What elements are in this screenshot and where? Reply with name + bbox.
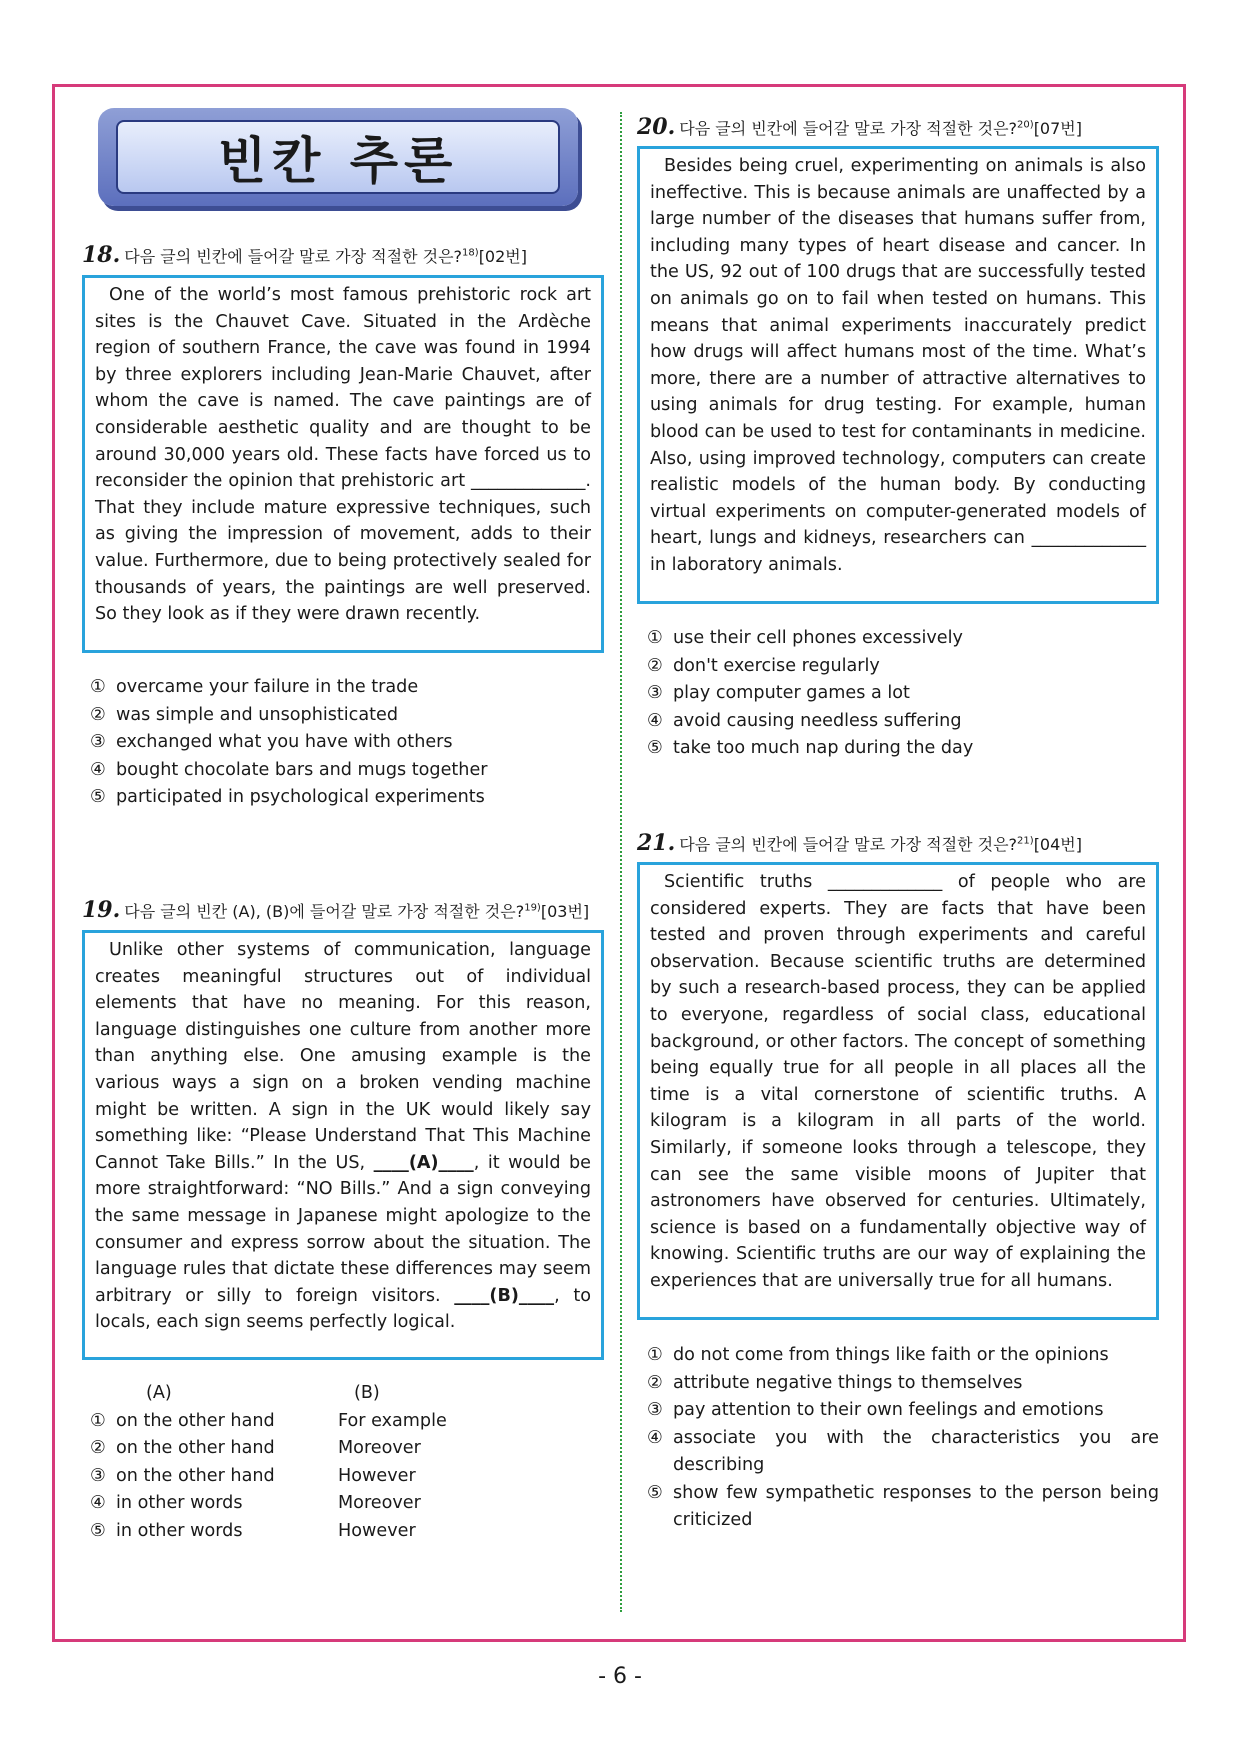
passage-text	[95, 937, 591, 1336]
column-b-header: (B)	[354, 1383, 380, 1403]
section-banner-inner	[116, 120, 560, 194]
passage-part: , to locals, each sign seems perfectly logical.	[95, 1285, 591, 1333]
option-mark: ②	[647, 1372, 663, 1393]
option-a: in other words	[116, 1493, 243, 1513]
option-text: was simple and unsophisticated	[116, 704, 399, 725]
question-18-options	[90, 674, 610, 812]
option-mark: ④	[90, 1493, 106, 1513]
question-19-passage-box	[82, 930, 604, 1360]
option-mark: ⑤	[647, 738, 663, 758]
passage-part: Unlike other systems of communication, language creates meaningful structures out of individual elements that have no meaning. For this reason, language distinguishes one culture from another more than anything else. One amusing example is the various ways a sign on a broken vending machine might be written. A sign in the UK would likely say something like: “Please Understand That This Machine Cannot Take Bills.” In the US,	[95, 940, 591, 1173]
question-prompt: 다음 글의 빈칸에 들어갈 말로 가장 적절한 것은?	[124, 247, 463, 266]
option-mark: ⑤	[90, 1520, 106, 1541]
option[interactable]	[647, 1370, 1159, 1398]
option-mark: ③	[90, 1465, 106, 1486]
footnote-ref: 20)	[1017, 119, 1034, 131]
option-a: in other words	[116, 1520, 243, 1541]
question-ref: [04번]	[1033, 835, 1082, 854]
option-text: do not come from things like faith or the opinions	[673, 1345, 1109, 1365]
option[interactable]	[90, 1408, 447, 1436]
option-mark: ①	[90, 677, 106, 697]
question-21-header	[637, 830, 1082, 856]
option[interactable]	[647, 680, 1167, 708]
question-number: 19.	[82, 897, 121, 923]
option-mark: ④	[647, 710, 663, 731]
question-ref: [03번]	[540, 902, 590, 921]
question-prompt: 다음 글의 빈칸 (A), (B)에 들어갈 말로 가장 적절한 것은?	[124, 902, 525, 921]
option-text: bought chocolate bars and mugs together	[116, 759, 488, 780]
option[interactable]	[647, 1342, 1159, 1370]
question-prompt: 다음 글의 빈칸에 들어갈 말로 가장 적절한 것은?	[679, 835, 1018, 854]
option-b: However	[338, 1520, 416, 1541]
options-table-header	[90, 1380, 447, 1408]
option-text: exchanged what you have with others	[116, 732, 453, 752]
option[interactable]	[647, 735, 1167, 763]
option[interactable]	[647, 653, 1167, 681]
option[interactable]	[647, 708, 1167, 736]
option-mark: ③	[647, 1400, 663, 1420]
question-prompt: 다음 글의 빈칸에 들어갈 말로 가장 적절한 것은?	[679, 119, 1018, 138]
question-number: 18.	[82, 242, 121, 268]
option-mark: ④	[90, 759, 106, 780]
option-text: show few sympathetic responses to the person being criticized	[673, 1482, 1159, 1530]
option-text: pay attention to their own feelings and emotions	[673, 1400, 1104, 1420]
passage-text: One of the world’s most famous prehistoric rock art sites is the Chauvet Cave. Situated in the Ardèche region of southern France, the cave was found in 1994 by three explorers including Jean-Marie Chauvet, after whom the cave is named. The cave paintings are of considerable aesthetic quality and are thought to be around 30,000 years old. These facts have forced us to reconsider the opinion that prehistoric art _____________. That they include mature expressive techniques, such as giving the impression of movement, adds to their value. Furthermore, due to being protectively sealed for thousands of years, the paintings are well preserved. So they look as if they were drawn recently.	[95, 285, 591, 625]
column-divider	[620, 112, 622, 1612]
option[interactable]	[90, 702, 610, 730]
option-text: participated in psychological experiments	[116, 787, 485, 807]
question-19-options-table	[90, 1380, 447, 1545]
option-text: don't exercise regularly	[673, 655, 880, 676]
passage-part: , it would be more straightforward: “NO Bills.” And a sign conveying the same message in Japanese might apologize to the consumer and express sorrow about the situation. The language rules that dictate these differences may seem arbitrary or silly to foreign visitors.	[95, 1152, 591, 1306]
option-text: attribute negative things to themselves	[673, 1372, 1023, 1393]
question-ref: [07번]	[1033, 119, 1082, 138]
passage-text: Besides being cruel, experimenting on animals is also ineffective. This is because animals are unaffected by a large number of the diseases that humans suffer from, including many types of heart disease and cancer. In the US, 92 out of 100 drugs that are successfully tested on animals go on to fail when tested on humans. This means that animal experiments inaccurately predict how drugs will affect humans most of the time. What’s more, there are a number of attractive alternatives to using animals for drug testing. For example, human blood can be used to test for contaminants in medicine. Also, using improved technology, computers can create realistic models of the human body. By conducting virtual experiments on computer-generated models of heart, lungs and kidneys, researchers can _____________ in laboratory animals.	[650, 156, 1146, 575]
option-mark: ⑤	[90, 787, 106, 807]
question-20-passage-box	[637, 146, 1159, 604]
option[interactable]	[90, 784, 610, 812]
question-number: 21.	[637, 830, 676, 856]
question-number: 20.	[637, 114, 676, 140]
section-title: 빈칸 추론	[217, 132, 459, 190]
footnote-ref: 18)	[462, 247, 479, 259]
option[interactable]	[647, 1425, 1159, 1480]
question-20-header	[637, 114, 1082, 140]
option[interactable]	[90, 1463, 447, 1491]
question-18-header	[82, 242, 527, 268]
section-banner	[98, 108, 578, 206]
option[interactable]	[90, 1518, 447, 1546]
option[interactable]	[647, 1397, 1159, 1425]
option-mark: ①	[647, 1345, 663, 1365]
option-mark: ②	[647, 655, 663, 676]
blank-b: ____(B)____	[454, 1285, 555, 1306]
question-ref: [02번]	[478, 247, 527, 266]
option-text: avoid causing needless suffering	[673, 710, 962, 731]
footnote-ref: 19)	[524, 902, 541, 914]
option-b: For example	[338, 1410, 447, 1431]
option-text: play computer games a lot	[673, 683, 910, 703]
option-text: take too much nap during the day	[673, 738, 974, 758]
column-a-header: (A)	[146, 1383, 172, 1403]
option-a: on the other hand	[116, 1438, 275, 1458]
page-number: - 6 -	[598, 1664, 642, 1689]
option[interactable]	[90, 1435, 447, 1463]
option[interactable]	[647, 625, 1167, 653]
option-text: overcame your failure in the trade	[116, 677, 419, 697]
option-mark: ①	[90, 1410, 106, 1431]
question-21-options	[647, 1342, 1159, 1535]
option-mark: ③	[647, 683, 663, 703]
option-b: However	[338, 1465, 416, 1486]
blank-a: ____(A)____	[373, 1152, 474, 1173]
option-text: use their cell phones excessively	[673, 628, 963, 648]
option-mark: ①	[647, 628, 663, 648]
footnote-ref: 21)	[1017, 835, 1034, 847]
option-mark: ④	[647, 1427, 663, 1448]
question-18-passage-box	[82, 275, 604, 653]
option-b: Moreover	[338, 1493, 421, 1513]
option[interactable]	[90, 674, 610, 702]
option[interactable]	[647, 1480, 1159, 1535]
option-a: on the other hand	[116, 1410, 275, 1431]
option-mark: ⑤	[647, 1482, 663, 1503]
option-text: associate you with the characteristics you are describing	[673, 1427, 1159, 1475]
option-mark: ②	[90, 1438, 106, 1458]
option[interactable]	[90, 729, 610, 757]
option-a: on the other hand	[116, 1465, 275, 1486]
option[interactable]	[90, 757, 610, 785]
question-19-header	[82, 897, 589, 923]
passage-text: Scientific truths _____________ of people who are considered experts. They are facts that have been tested and proven through experiments and careful observation. Because scientific truths are determined by such a research-based process, they can be applied to everyone, regardless of social class, educational background, or other factors. The concept of something being equally true for all people in all places all the time is a vital cornerstone of scientific truths. A kilogram is a kilogram in all parts of the world. Similarly, if someone looks through a telescope, they can see the same visible moons of Jupiter that astronomers have observed for centuries. Ultimately, science is based on a fundamentally objective way of knowing. Scientific truths are our way of explaining the experiences that are universally true for all humans.	[650, 872, 1146, 1291]
option-mark: ②	[90, 704, 106, 725]
question-20-options	[647, 625, 1167, 763]
option[interactable]	[90, 1490, 447, 1518]
option-mark: ③	[90, 732, 106, 752]
option-b: Moreover	[338, 1438, 421, 1458]
question-21-passage-box	[637, 862, 1159, 1320]
